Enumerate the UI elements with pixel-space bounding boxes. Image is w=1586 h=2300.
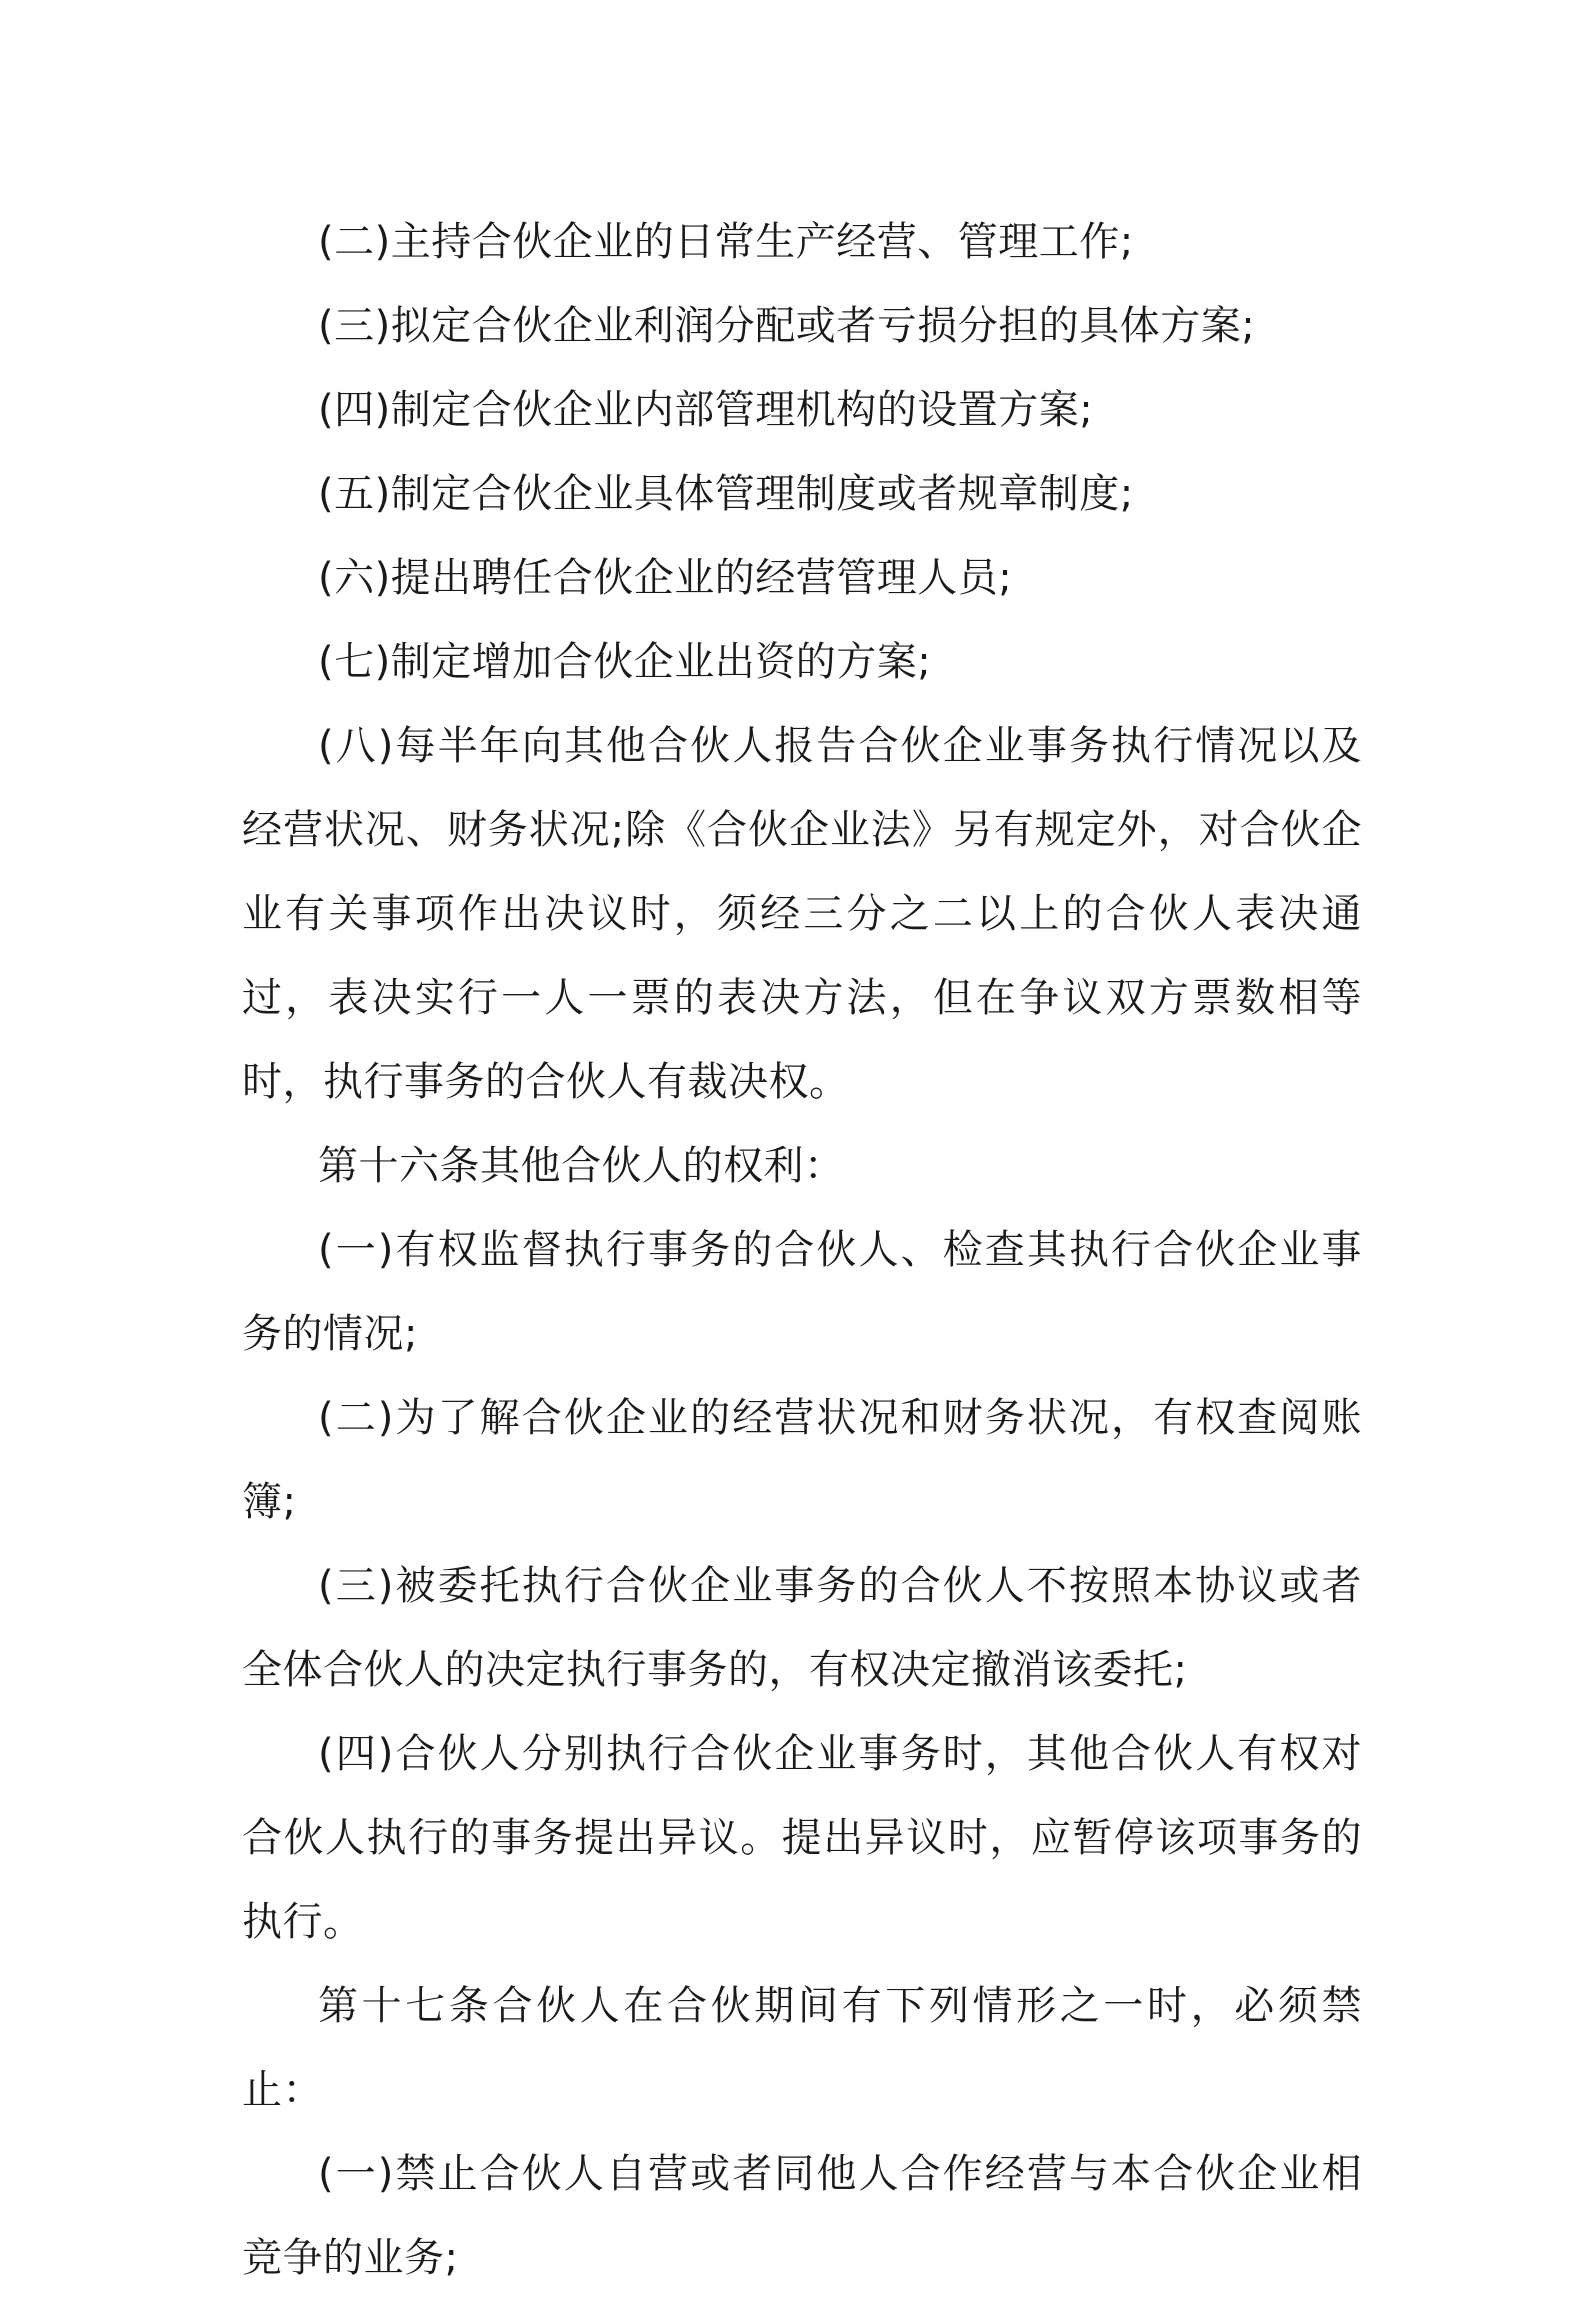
document-page xyxy=(242,200,1362,2300)
article-16-item-2: (二)为了解合伙企业的经营状况和财务状况，有权查阅账簿; xyxy=(242,1395,1362,1525)
paragraph-item-8: (八)每半年向其他合伙人报告合伙企业事务执行情况以及经营状况、财务状况;除《合伙企业法》另有规定外，对合伙企业有关事项作出决议时，须经三分之二以上的合伙人表决通过，表决实行一人一票的表决方法，但在争议双方票数相等时，执行事务的合伙人有裁决权。 xyxy=(242,723,1362,1105)
paragraph-item-5: (五)制定合伙企业具体管理制度或者规章制度; xyxy=(318,471,1134,517)
paragraph-item-4: (四)制定合伙企业内部管理机构的设置方案; xyxy=(318,387,1094,433)
article-16-item-4: (四)合伙人分别执行合伙企业事务时，其他合伙人有权对合伙人执行的事务提出异议。提出异议时，应暂停该项事务的执行。 xyxy=(242,1731,1362,1945)
article-16-item-3: (三)被委托执行合伙企业事务的合伙人不按照本协议或者全体合伙人的决定执行事务的，有权决定撤消该委托; xyxy=(242,1563,1362,1693)
article-17-item-1: (一)禁止合伙人自营或者同他人合作经营与本合伙企业相竞争的业务; xyxy=(242,2151,1362,2281)
article-16-heading: 第十六条其他合伙人的权利： xyxy=(318,1143,845,1189)
paragraph-item-3: (三)拟定合伙企业利润分配或者亏损分担的具体方案; xyxy=(318,303,1256,349)
article-16-item-1: (一)有权监督执行事务的合伙人、检查其执行合伙企业事务的情况; xyxy=(242,1227,1362,1357)
paragraph-item-2: (二)主持合伙企业的日常生产经营、管理工作; xyxy=(318,219,1134,265)
article-17-heading: 第十七条合伙人在合伙期间有下列情形之一时，必须禁止： xyxy=(242,1983,1362,2113)
paragraph-item-7: (七)制定增加合伙企业出资的方案; xyxy=(318,639,932,685)
paragraph-item-6: (六)提出聘任合伙企业的经营管理人员; xyxy=(318,555,1013,601)
